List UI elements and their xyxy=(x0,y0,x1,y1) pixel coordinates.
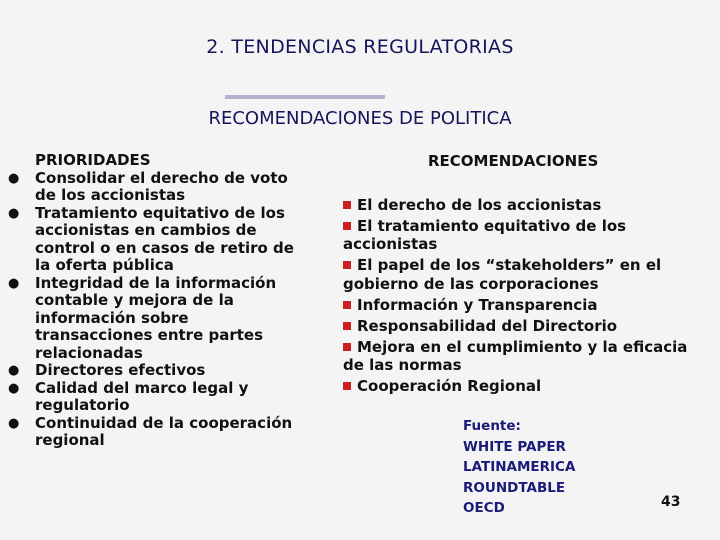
priority-item: ● Tratamiento equitativo de los accionistas en cambios de control o en casos de retiro de la oferta pública xyxy=(8,203,294,274)
priority-item: ● Consolidar el derecho de voto de los accionistas xyxy=(8,168,288,204)
source-line: OECD xyxy=(463,500,505,516)
recommendation-item: El derecho de los accionistas xyxy=(343,196,688,215)
red-square-bullet-icon xyxy=(343,222,351,230)
recommendation-item: Responsabilidad del Directorio xyxy=(343,317,688,336)
slide-title: 2. TENDENCIAS REGULATORIAS xyxy=(206,36,514,58)
page-number: 43 xyxy=(661,494,681,510)
source-line: WHITE PAPER xyxy=(463,438,566,455)
source-line: ROUNDTABLE xyxy=(463,479,566,496)
bullet-dot-icon: ● xyxy=(8,363,20,378)
bullet-dot-icon: ● xyxy=(8,170,20,186)
source-label: Fuente: xyxy=(463,418,521,434)
recommendation-item: El papel de los “stakeholders” en el gobierno de las corporaciones xyxy=(343,256,662,293)
recommendation-item: Mejora en el cumplimiento y la eficacia de las normas xyxy=(343,337,688,374)
red-square-bullet-icon xyxy=(343,322,351,330)
recommendation-item: El tratamiento equitativo de los accionistas xyxy=(343,216,627,253)
priority-item: ● Continuidad de la cooperación regional xyxy=(8,413,293,449)
recommendation-item: Cooperación Regional xyxy=(343,377,688,396)
recommendations-column xyxy=(343,152,688,398)
source-note xyxy=(463,416,575,519)
red-square-bullet-icon xyxy=(343,301,351,309)
priorities-heading: PRIORIDADES xyxy=(35,151,151,169)
source-line: LATINAMERICA xyxy=(463,459,576,475)
priority-item: ● Calidad del marco legal y regulatorio xyxy=(8,378,249,414)
bullet-dot-icon: ● xyxy=(8,205,20,221)
slide-subtitle: RECOMENDACIONES DE POLITICA xyxy=(208,108,512,129)
red-square-bullet-icon xyxy=(343,382,351,390)
bullet-dot-icon: ● xyxy=(8,415,20,431)
red-square-bullet-icon xyxy=(343,261,351,269)
red-square-bullet-icon xyxy=(343,201,351,209)
recommendations-heading: RECOMENDACIONES xyxy=(428,152,599,170)
bullet-dot-icon: ● xyxy=(8,275,20,291)
bullet-dot-icon: ● xyxy=(8,380,20,396)
priorities-column xyxy=(8,152,298,450)
priority-item: ● Integridad de la información contable y mejora de la información sobre transacciones entre partes relacionadas xyxy=(8,273,277,362)
priority-item: ● Directores efectivos xyxy=(8,361,206,379)
red-square-bullet-icon xyxy=(343,343,351,351)
title-underline xyxy=(225,95,385,99)
recommendation-item: Información y Transparencia xyxy=(343,296,688,315)
